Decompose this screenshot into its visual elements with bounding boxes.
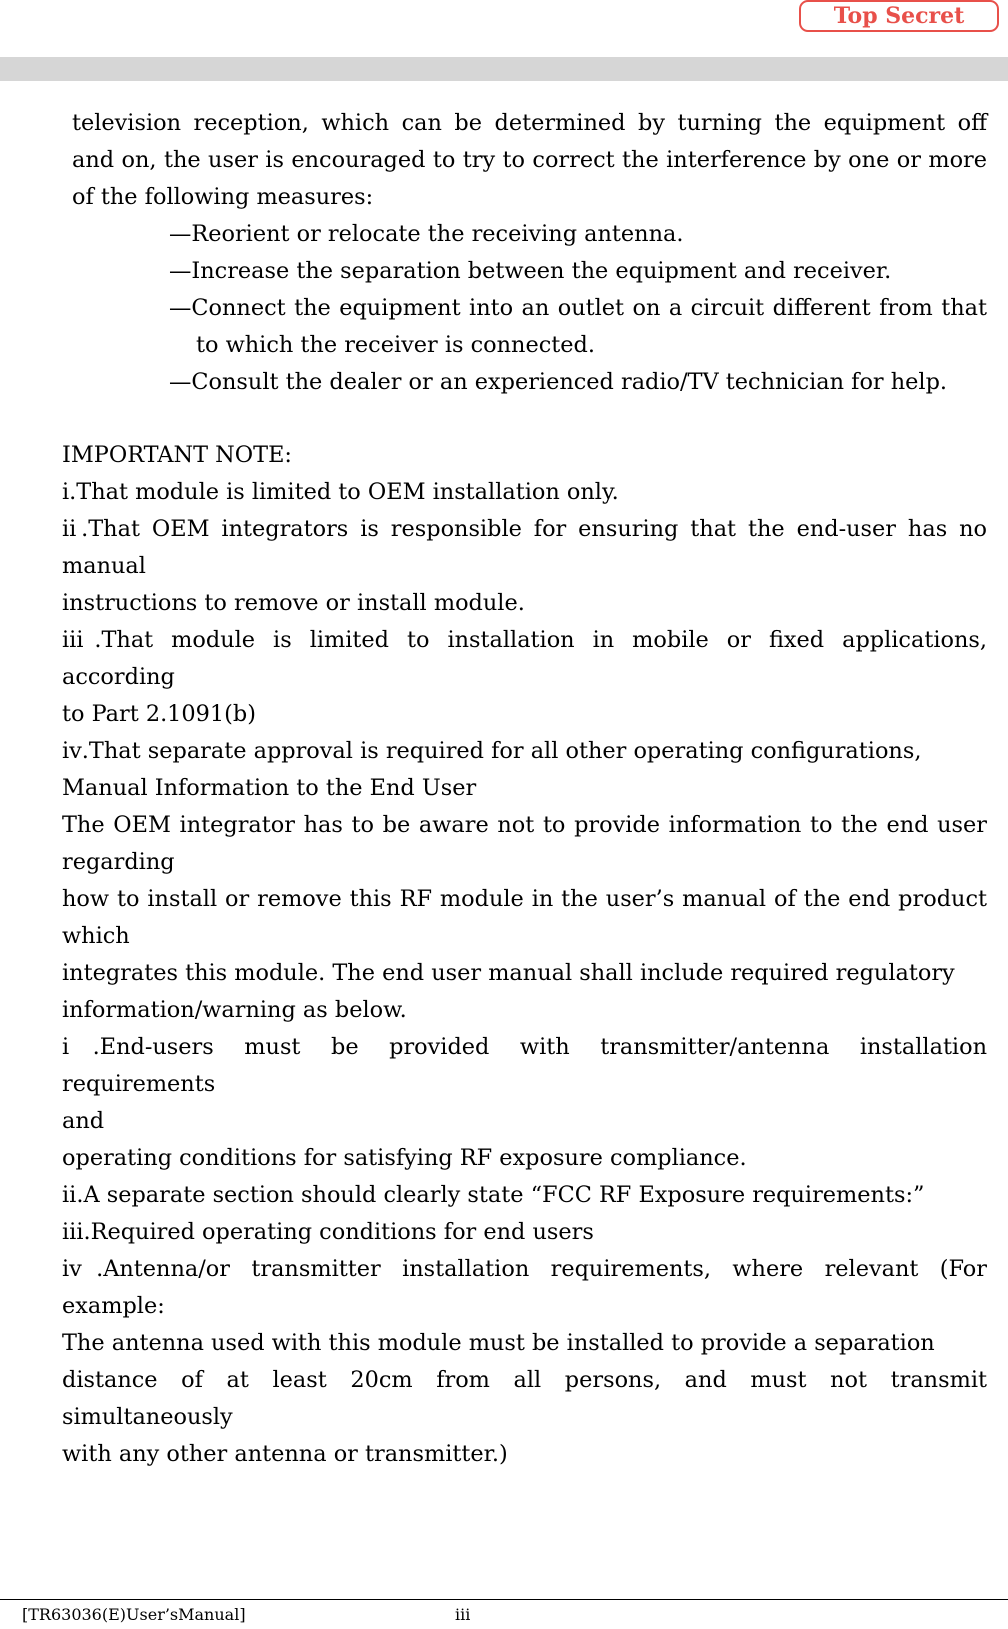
footer-document-name: [TR63036(E)User’sManual] [22,1605,246,1624]
measure-item: —Connect the equipment into an outlet on a circuit different from that [169,295,987,321]
section-heading: Manual Information to the End User [62,775,477,801]
measure-item: —Consult the dealer or an experienced radio/TV technician for help. [169,369,948,395]
important-note-heading: IMPORTANT NOTE: [62,442,292,468]
footer-page-number: iii [455,1605,471,1624]
note-line: example: [62,1293,165,1319]
note-line: which [62,923,130,949]
note-line: ⅳ.Antenna/or transmitter installation requirements, where relevant (For [62,1256,987,1282]
footer-rule [0,1599,1008,1600]
note-line: The antenna used with this module must be installed to provide a separation [62,1330,935,1356]
note-line: instructions to remove or install module. [62,590,525,616]
paragraph-line: of the following measures: [72,184,374,210]
note-line: manual [62,553,146,579]
note-line: simultaneously [62,1404,233,1430]
note-line: integrates this module. The end user manual shall include required regulatory [62,960,955,986]
note-line: ⅱ.A separate section should clearly state “FCC RF Exposure requirements:” [62,1182,925,1208]
measure-item-continuation: to which the receiver is connected. [196,332,595,358]
note-line: operating conditions for satisfying RF exposure compliance. [62,1145,747,1171]
note-line: information/warning as below. [62,997,407,1023]
note-line: ⅲ.Required operating conditions for end users [62,1219,594,1245]
note-line: The OEM integrator has to be aware not to provide information to the end user [62,812,987,838]
paragraph-line: and on, the user is encouraged to try to correct the interference by one or more [72,147,987,173]
note-line: requirements [62,1071,216,1097]
note-line: distance of at least 20cm from all persons, and must not transmit [62,1367,987,1393]
measure-item: —Increase the separation between the equipment and receiver. [169,258,892,284]
note-line: to Part 2.1091(b) [62,701,256,727]
measure-item: —Reorient or relocate the receiving antenna. [169,221,684,247]
note-line: with any other antenna or transmitter.) [62,1441,508,1467]
note-line: regarding [62,849,175,875]
note-line: ⅲ.That module is limited to installation in mobile or fixed applications, [62,627,987,653]
note-line: according [62,664,175,690]
note-line: how to install or remove this RF module in the user’s manual of the end product [62,886,987,912]
note-line: ⅰ.That module is limited to OEM installation only. [62,479,619,505]
top-secret-badge: Top Secret [799,0,999,32]
header-band [0,57,1008,81]
note-line: ⅱ.That OEM integrators is responsible for ensuring that the end-user has no [62,516,987,542]
note-line: ⅳ.That separate approval is required for all other operating configurations, [62,738,922,764]
note-line: and [62,1108,105,1134]
paragraph-line: television reception, which can be determined by turning the equipment off [72,110,987,136]
note-line: ⅰ.End-users must be provided with transmitter/antenna installation [62,1034,987,1060]
